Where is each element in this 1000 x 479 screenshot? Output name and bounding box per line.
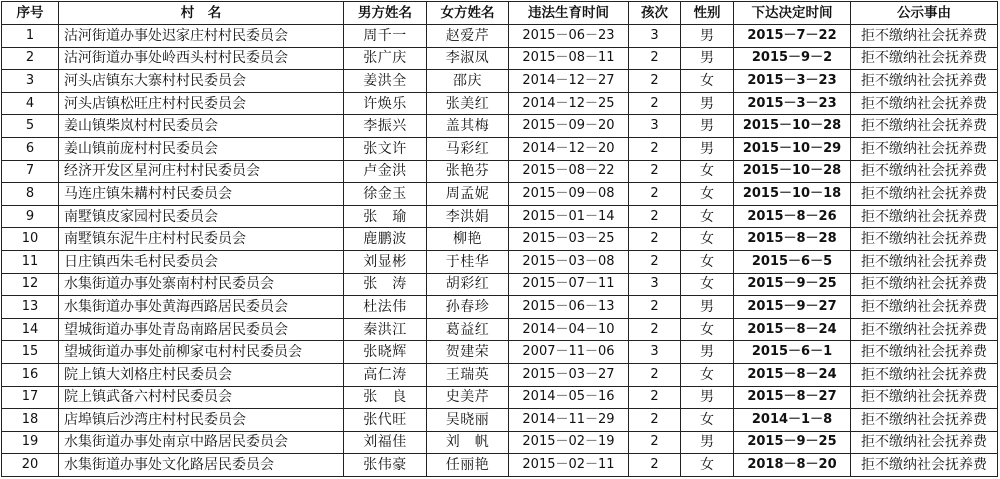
cell-child-order: 3 <box>629 25 681 48</box>
cell-village: 南墅镇皮家园村民委员会 <box>59 205 344 228</box>
cell-female-name: 李淑凤 <box>427 47 509 70</box>
header-reason: 公示事由 <box>851 2 998 25</box>
cell-child-order: 2 <box>629 250 681 273</box>
cell-decision-date: 2015－6－5 <box>734 250 851 273</box>
cell-male-name: 张 瑜 <box>344 205 427 228</box>
cell-reason: 拒不缴纳社会抚养费 <box>851 250 998 273</box>
cell-violation-date: 2014－12－25 <box>509 92 629 115</box>
cell-reason: 拒不缴纳社会抚养费 <box>851 47 998 70</box>
cell-decision-date: 2014－1－8 <box>734 409 851 432</box>
cell-female-name: 盖其梅 <box>427 115 509 138</box>
cell-village: 院上镇大刘格庄村民委员会 <box>59 363 344 386</box>
cell-reason: 拒不缴纳社会抚养费 <box>851 409 998 432</box>
cell-reason: 拒不缴纳社会抚养费 <box>851 318 998 341</box>
cell-violation-date: 2014－12－20 <box>509 137 629 160</box>
cell-violation-date: 2015－07－11 <box>509 273 629 296</box>
cell-index: 4 <box>2 92 59 115</box>
cell-village: 望城街道办事处前柳家屯村村民委员会 <box>59 341 344 364</box>
cell-violation-date: 2014－12－27 <box>509 70 629 93</box>
cell-violation-date: 2015－09－20 <box>509 115 629 138</box>
cell-index: 18 <box>2 409 59 432</box>
cell-decision-date: 2015－8－28 <box>734 228 851 251</box>
cell-male-name: 张晓辉 <box>344 341 427 364</box>
table-row <box>2 341 998 364</box>
cell-village: 河头店镇东大寨村村民委员会 <box>59 70 344 93</box>
cell-child-order: 3 <box>629 341 681 364</box>
cell-village: 沽河街道办事处岭西头村村民委员会 <box>59 47 344 70</box>
cell-child-order: 2 <box>629 318 681 341</box>
cell-gender: 女 <box>681 160 734 183</box>
cell-female-name: 马彩红 <box>427 137 509 160</box>
cell-child-order: 2 <box>629 92 681 115</box>
cell-decision-date: 2015－8－24 <box>734 363 851 386</box>
cell-male-name: 徐金玉 <box>344 183 427 206</box>
cell-gender: 女 <box>681 363 734 386</box>
cell-gender: 男 <box>681 431 734 454</box>
cell-female-name: 邵庆 <box>427 70 509 93</box>
cell-gender: 女 <box>681 409 734 432</box>
cell-reason: 拒不缴纳社会抚养费 <box>851 341 998 364</box>
cell-child-order: 2 <box>629 386 681 409</box>
cell-violation-date: 2014－05－16 <box>509 386 629 409</box>
cell-male-name: 卢金洪 <box>344 160 427 183</box>
cell-female-name: 王瑞英 <box>427 363 509 386</box>
cell-female-name: 贺建荣 <box>427 341 509 364</box>
cell-gender: 女 <box>681 454 734 477</box>
cell-reason: 拒不缴纳社会抚养费 <box>851 454 998 477</box>
cell-female-name: 周孟妮 <box>427 183 509 206</box>
cell-village: 河头店镇松旺庄村村民委员会 <box>59 92 344 115</box>
table-body <box>2 25 998 477</box>
cell-decision-date: 2015－9－2 <box>734 47 851 70</box>
cell-female-name: 柳艳 <box>427 228 509 251</box>
cell-village: 水集街道办事处南京中路居民委员会 <box>59 431 344 454</box>
cell-female-name: 任丽艳 <box>427 454 509 477</box>
cell-index: 17 <box>2 386 59 409</box>
table-row <box>2 137 998 160</box>
cell-index: 16 <box>2 363 59 386</box>
cell-male-name: 秦洪江 <box>344 318 427 341</box>
header-index: 序号 <box>2 2 59 25</box>
cell-male-name: 许焕乐 <box>344 92 427 115</box>
cell-index: 9 <box>2 205 59 228</box>
cell-index: 6 <box>2 137 59 160</box>
cell-violation-date: 2015－06－23 <box>509 25 629 48</box>
table-header-row <box>2 2 998 25</box>
cell-index: 10 <box>2 228 59 251</box>
cell-violation-date: 2015－03－27 <box>509 363 629 386</box>
table-row <box>2 115 998 138</box>
cell-decision-date: 2015－10－28 <box>734 160 851 183</box>
header-female-name: 女方姓名 <box>427 2 509 25</box>
cell-gender: 男 <box>681 115 734 138</box>
cell-village: 沽河街道办事处迟家庄村村民委员会 <box>59 25 344 48</box>
cell-decision-date: 2015－10－29 <box>734 137 851 160</box>
cell-child-order: 2 <box>629 137 681 160</box>
cell-gender: 男 <box>681 137 734 160</box>
table-row <box>2 47 998 70</box>
cell-reason: 拒不缴纳社会抚养费 <box>851 115 998 138</box>
header-child-order: 孩次 <box>629 2 681 25</box>
cell-female-name: 刘 帆 <box>427 431 509 454</box>
table-row <box>2 92 998 115</box>
cell-male-name: 杜法伟 <box>344 296 427 319</box>
cell-index: 2 <box>2 47 59 70</box>
cell-village: 姜山镇前庞村村民委员会 <box>59 137 344 160</box>
cell-male-name: 刘福佳 <box>344 431 427 454</box>
cell-village: 水集街道办事处黄海西路居民委员会 <box>59 296 344 319</box>
cell-reason: 拒不缴纳社会抚养费 <box>851 296 998 319</box>
cell-violation-date: 2015－08－11 <box>509 47 629 70</box>
cell-reason: 拒不缴纳社会抚养费 <box>851 70 998 93</box>
cell-index: 5 <box>2 115 59 138</box>
cell-index: 3 <box>2 70 59 93</box>
cell-gender: 女 <box>681 250 734 273</box>
cell-index: 20 <box>2 454 59 477</box>
cell-male-name: 张伟豪 <box>344 454 427 477</box>
cell-index: 19 <box>2 431 59 454</box>
cell-decision-date: 2015－6－1 <box>734 341 851 364</box>
cell-decision-date: 2015－10－18 <box>734 183 851 206</box>
cell-child-order: 2 <box>629 228 681 251</box>
header-violation-time: 违法生育时间 <box>509 2 629 25</box>
table-row <box>2 296 998 319</box>
cell-female-name: 吴晓丽 <box>427 409 509 432</box>
cell-gender: 女 <box>681 183 734 206</box>
cell-child-order: 2 <box>629 70 681 93</box>
cell-child-order: 2 <box>629 205 681 228</box>
cell-village: 日庄镇西朱毛村民委员会 <box>59 250 344 273</box>
cell-decision-date: 2015－3－23 <box>734 92 851 115</box>
cell-child-order: 2 <box>629 431 681 454</box>
cell-village: 水集街道办事处文化路居民委员会 <box>59 454 344 477</box>
cell-index: 15 <box>2 341 59 364</box>
cell-village: 院上镇武备六村村民委员会 <box>59 386 344 409</box>
table-row <box>2 409 998 432</box>
cell-female-name: 于桂华 <box>427 250 509 273</box>
table-row <box>2 431 998 454</box>
table-row <box>2 205 998 228</box>
cell-index: 11 <box>2 250 59 273</box>
cell-gender: 女 <box>681 318 734 341</box>
table-row <box>2 250 998 273</box>
table-row <box>2 273 998 296</box>
cell-male-name: 鹿鹏波 <box>344 228 427 251</box>
penalty-notice-table <box>1 1 998 477</box>
cell-child-order: 2 <box>629 363 681 386</box>
cell-gender: 女 <box>681 205 734 228</box>
cell-child-order: 3 <box>629 115 681 138</box>
cell-decision-date: 2015－8－24 <box>734 318 851 341</box>
cell-violation-date: 2014－11－29 <box>509 409 629 432</box>
cell-index: 12 <box>2 273 59 296</box>
cell-decision-date: 2015－8－26 <box>734 205 851 228</box>
cell-village: 经济开发区星河庄村村民委员会 <box>59 160 344 183</box>
document-page <box>1 1 997 477</box>
cell-reason: 拒不缴纳社会抚养费 <box>851 386 998 409</box>
cell-decision-date: 2018－8－20 <box>734 454 851 477</box>
cell-decision-date: 2015－10－28 <box>734 115 851 138</box>
cell-male-name: 张文许 <box>344 137 427 160</box>
cell-gender: 男 <box>681 47 734 70</box>
cell-child-order: 2 <box>629 47 681 70</box>
cell-gender: 男 <box>681 25 734 48</box>
cell-violation-date: 2015－03－25 <box>509 228 629 251</box>
table-row <box>2 70 998 93</box>
header-village: 村 名 <box>59 2 344 25</box>
table-row <box>2 160 998 183</box>
cell-gender: 男 <box>681 341 734 364</box>
cell-violation-date: 2015－08－22 <box>509 160 629 183</box>
cell-reason: 拒不缴纳社会抚养费 <box>851 205 998 228</box>
table-row <box>2 318 998 341</box>
cell-violation-date: 2007－11－06 <box>509 341 629 364</box>
cell-male-name: 张 良 <box>344 386 427 409</box>
cell-violation-date: 2015－02－19 <box>509 431 629 454</box>
cell-violation-date: 2015－02－11 <box>509 454 629 477</box>
cell-child-order: 2 <box>629 409 681 432</box>
table-row <box>2 454 998 477</box>
cell-reason: 拒不缴纳社会抚养费 <box>851 363 998 386</box>
cell-violation-date: 2014－04－10 <box>509 318 629 341</box>
cell-child-order: 2 <box>629 183 681 206</box>
table-row <box>2 386 998 409</box>
header-gender: 性别 <box>681 2 734 25</box>
cell-female-name: 葛益红 <box>427 318 509 341</box>
cell-male-name: 张 涛 <box>344 273 427 296</box>
cell-village: 马连庄镇朱耩村村民委员会 <box>59 183 344 206</box>
cell-index: 13 <box>2 296 59 319</box>
cell-female-name: 李洪娟 <box>427 205 509 228</box>
cell-decision-date: 2015－8－27 <box>734 386 851 409</box>
header-male-name: 男方姓名 <box>344 2 427 25</box>
table-row <box>2 25 998 48</box>
cell-female-name: 孙春珍 <box>427 296 509 319</box>
cell-violation-date: 2015－01－14 <box>509 205 629 228</box>
cell-reason: 拒不缴纳社会抚养费 <box>851 228 998 251</box>
cell-village: 南墅镇东泥牛庄村村民委员会 <box>59 228 344 251</box>
cell-male-name: 张代旺 <box>344 409 427 432</box>
cell-reason: 拒不缴纳社会抚养费 <box>851 160 998 183</box>
cell-female-name: 张美红 <box>427 92 509 115</box>
cell-male-name: 高仁涛 <box>344 363 427 386</box>
cell-female-name: 胡彩红 <box>427 273 509 296</box>
cell-village: 店埠镇后沙湾庄村村民委员会 <box>59 409 344 432</box>
cell-male-name: 周千一 <box>344 25 427 48</box>
cell-village: 望城街道办事处青岛南路居民委员会 <box>59 318 344 341</box>
cell-violation-date: 2015－06－13 <box>509 296 629 319</box>
cell-reason: 拒不缴纳社会抚养费 <box>851 183 998 206</box>
table-row <box>2 363 998 386</box>
cell-gender: 男 <box>681 386 734 409</box>
header-decision-time: 下达决定时间 <box>734 2 851 25</box>
cell-child-order: 2 <box>629 160 681 183</box>
cell-village: 姜山镇柴岚村村民委员会 <box>59 115 344 138</box>
cell-gender: 女 <box>681 70 734 93</box>
cell-violation-date: 2015－03－08 <box>509 250 629 273</box>
cell-female-name: 张艳芬 <box>427 160 509 183</box>
cell-index: 7 <box>2 160 59 183</box>
table-row <box>2 183 998 206</box>
table-row <box>2 228 998 251</box>
cell-reason: 拒不缴纳社会抚养费 <box>851 92 998 115</box>
cell-male-name: 刘显彬 <box>344 250 427 273</box>
cell-reason: 拒不缴纳社会抚养费 <box>851 25 998 48</box>
cell-gender: 女 <box>681 273 734 296</box>
cell-reason: 拒不缴纳社会抚养费 <box>851 273 998 296</box>
cell-decision-date: 2015－3－23 <box>734 70 851 93</box>
cell-male-name: 李振兴 <box>344 115 427 138</box>
cell-decision-date: 2015－9－25 <box>734 431 851 454</box>
cell-child-order: 2 <box>629 296 681 319</box>
cell-male-name: 姜洪全 <box>344 70 427 93</box>
cell-gender: 男 <box>681 92 734 115</box>
cell-child-order: 2 <box>629 454 681 477</box>
cell-decision-date: 2015－9－27 <box>734 296 851 319</box>
cell-gender: 女 <box>681 228 734 251</box>
cell-female-name: 史美芹 <box>427 386 509 409</box>
cell-decision-date: 2015－9－25 <box>734 273 851 296</box>
cell-index: 14 <box>2 318 59 341</box>
cell-reason: 拒不缴纳社会抚养费 <box>851 137 998 160</box>
cell-violation-date: 2015－09－08 <box>509 183 629 206</box>
cell-reason: 拒不缴纳社会抚养费 <box>851 431 998 454</box>
cell-decision-date: 2015－7－22 <box>734 25 851 48</box>
cell-index: 1 <box>2 25 59 48</box>
cell-child-order: 3 <box>629 273 681 296</box>
cell-village: 水集街道办事处寨南村村民委员会 <box>59 273 344 296</box>
cell-female-name: 赵爱芹 <box>427 25 509 48</box>
cell-index: 8 <box>2 183 59 206</box>
cell-gender: 男 <box>681 296 734 319</box>
cell-male-name: 张广庆 <box>344 47 427 70</box>
